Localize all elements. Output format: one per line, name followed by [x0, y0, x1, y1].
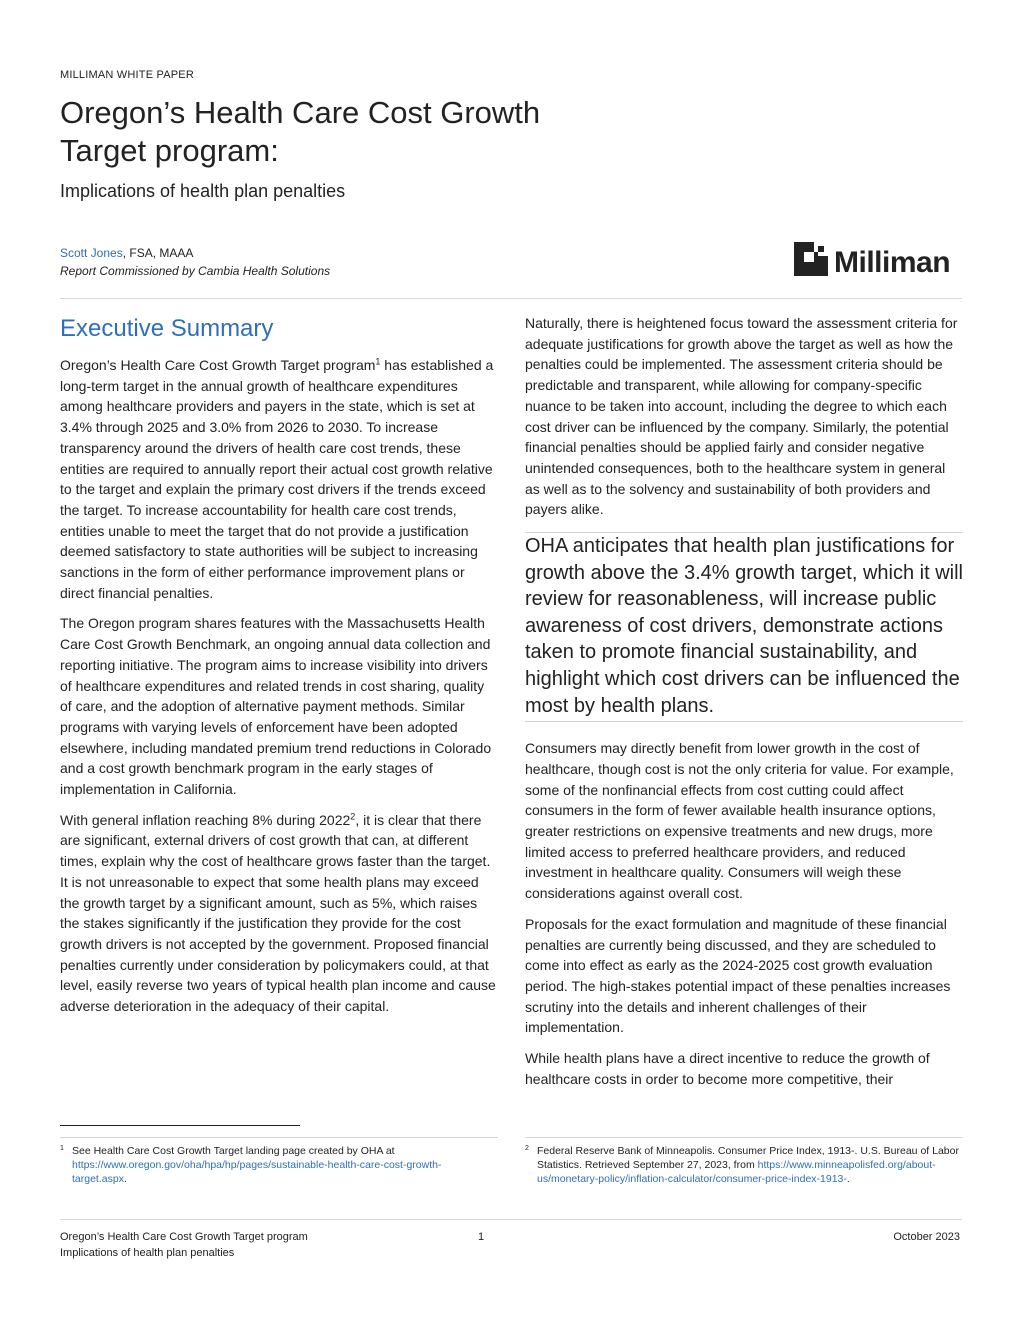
- footnote-ref[interactable]: 2: [350, 811, 356, 822]
- paragraph: Consumers may directly benefit from lower growth in the cost of healthcare, though cost is not the only criteria for value. For example, some of the nonfinancial effects from cost cutting could affect consumers in the form of fewer available health insurance options, greater restrictions on expensive treatments and new drugs, more limited access to preferred healthcare providers, and reduced investment in healthcare quality. Consumers will weigh these considerations against overall cost.: [525, 740, 954, 902]
- milliman-logo: [794, 242, 964, 280]
- footnote-ref[interactable]: 1: [375, 356, 381, 367]
- paragraph: Proposals for the exact formulation and magnitude of these financial penalties are currently being discussed, and they are scheduled to come into effect as early as the 2024-2025 cost growth evaluation period. The high-stakes potential impact of these penalties increases scrutiny into the details and inherent challenges of their implementation.: [525, 915, 951, 1036]
- footnote-body: [60, 1144, 495, 1186]
- paragraph: [60, 810, 498, 1017]
- paragraph-text: With general inflation reaching 8% during 2022: [60, 811, 351, 828]
- footnote-1: [60, 1144, 495, 1186]
- paragraph: [60, 355, 498, 603]
- paragraph-text: , it is clear that there are significant, external drivers of cost growth that can, at different times, explain why the cost of healthcare grows faster than the target. It is not unreasonable to expect that some health plans may exceed the growth target by a significant amount, such as 5%, which raises the stakes significantly if the justification they provide for the cost growth drivers is not accepted by the government. Proposed financial penalties currently under consideration by policymakers could, at that level, easily reverse two years of typical health plan income and cause adverse deterioration in the adequacy of their capital.: [60, 811, 496, 1015]
- footer-divider: [60, 1219, 962, 1220]
- paragraph: While health plans have a direct incentive to reduce the growth of healthcare costs in order to become more competitive, their: [525, 1050, 930, 1087]
- footnote-number: 1: [60, 1145, 64, 1152]
- commission-note: Report Commissioned by Cambia Health Solutions: [60, 264, 331, 278]
- footer-date: October 2023: [893, 1231, 960, 1243]
- footer-subtitle: Implications of health plan penalties: [60, 1247, 235, 1259]
- footnote-link[interactable]: https://www.minneapolisfed.org/about-us/monetary-policy/inflation-calculator/consumer-price-index-1913-: [537, 1159, 936, 1185]
- paragraph: The Oregon program shares features with the Massachusetts Health Care Cost Growth Benchmark, an ongoing annual data collection and reporting initiative. The program aims to increase visibility into drivers of healthcare expenditures and related trends in cost sharing, quality of care, and the adoption of alternative payment methods. Similar programs with varying levels of enforcement have been adopted elsewhere, including mandated premium trend reductions in Colorado and a cost growth benchmark program in the early stages of implementation in California.: [60, 615, 492, 798]
- document-kicker: MILLIMAN WHITE PAPER: [60, 69, 194, 81]
- footnote-link[interactable]: https://www.oregon.gov/oha/hpa/hp/pages/sustainable-health-care-cost-growth-target.aspx: [72, 1159, 442, 1185]
- milliman-logo-text: Milliman: [834, 246, 951, 279]
- footnote-rule-right: [525, 1137, 963, 1138]
- pull-quote-text: OHA anticipates that health plan justifications for growth above the 3.4% growth target, which it will review for reasonableness, will increase public awareness of cost drivers, demonstrate actions taken to promote financial sustainability, and highlight which cost drivers can be influenced the most by health plans.: [525, 535, 963, 717]
- milliman-logo-mark-icon: [794, 242, 828, 276]
- author-line: [60, 246, 193, 260]
- page-number: 1: [478, 1231, 485, 1243]
- paragraph-text: Oregon’s Health Care Cost Growth Target program: [60, 357, 376, 373]
- footnote-2: [525, 1144, 960, 1186]
- section-heading: Executive Summary: [60, 315, 274, 342]
- pull-quote: [525, 532, 963, 722]
- right-column: [525, 313, 963, 1099]
- paragraph-text: has established a long-term target in the annual growth of healthcare expenditures among healthcare providers and payers in the state, which is set at 3.4% through 2025 and 3.0% from 2026 to 2030. To increase transparency around the drivers of health care cost trends, these entities are required to annually report their actual cost growth relative to the target and explain the primary cost drivers if the trends exceed the target. To increase accountability for health care cost trends, entities unable to meet the target that do not provide a justification deemed satisfactory to state authorities will be subject to increasing sanctions in the form of either performance improvement plans or direct financial penalties.: [60, 357, 494, 601]
- footnote-number: 2: [525, 1145, 529, 1152]
- footnote-text: Federal Reserve Bank of Minneapolis. Consumer Price Index, 1913-. U.S. Bureau of Labor Statistics. Retrieved September 27, 2023, from: [537, 1145, 959, 1171]
- footnote-separator: [60, 1125, 300, 1126]
- left-column: [60, 313, 498, 1027]
- paragraph: Naturally, there is heightened focus toward the assessment criteria for adequate justifications for growth above the target as well as how the penalties could be implemented. The assessment criteria should be predictable and transparent, while allowing for company-specific nuance to be taken into account, including the degree to which each cost driver can be influenced by the company. Similarly, the potential financial penalties should be applied fairly and consider negative unintended consequences, both to the healthcare system in general as well as to the solvency and sustainability of both providers and payers alike.: [525, 315, 958, 518]
- footnote-text: See Health Care Cost Growth Target landing page created by OHA at: [72, 1145, 395, 1157]
- document-subtitle: Implications of health plan penalties: [60, 181, 346, 201]
- footnote-period: .: [123, 1173, 127, 1185]
- header-divider: [60, 298, 962, 299]
- footnote-rule-left: [60, 1137, 498, 1138]
- footnote-body: [525, 1144, 960, 1186]
- author-credentials: , FSA, MAAA: [122, 246, 194, 260]
- author-name-link[interactable]: Scott Jones: [60, 246, 123, 260]
- footnote-period: .: [846, 1173, 850, 1185]
- footer-title: Oregon’s Health Care Cost Growth Target program: [60, 1231, 308, 1243]
- document-title: Oregon’s Health Care Cost Growth Target program:: [60, 95, 541, 168]
